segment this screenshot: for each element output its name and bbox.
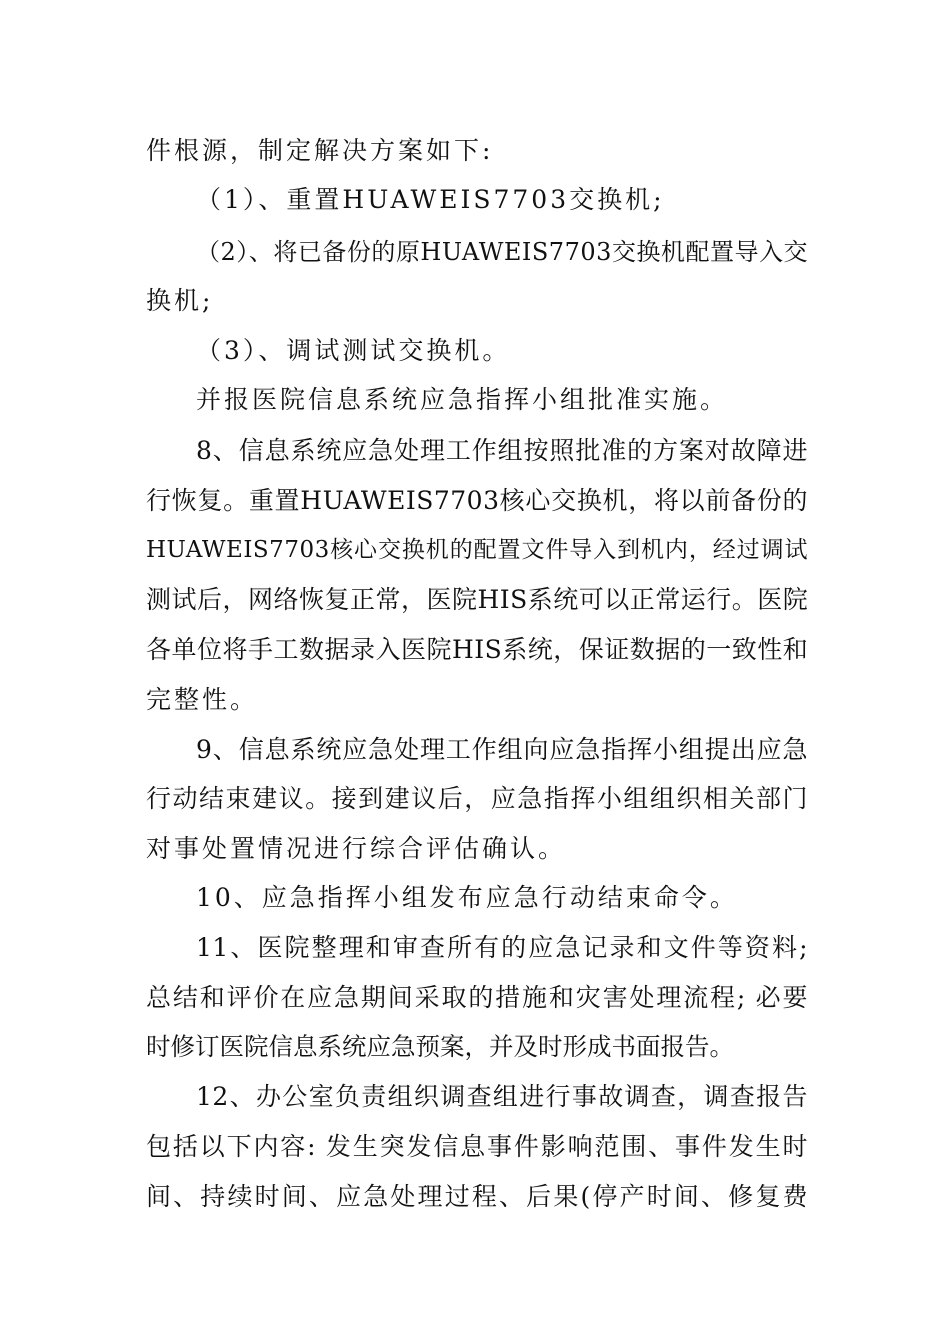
list-item: （3）、调试测试交换机。 bbox=[196, 336, 511, 365]
text-line: 件根源，制定解决方案如下: bbox=[146, 136, 494, 165]
paragraph-line: 9、信息系统应急处理工作组向应急指挥小组提出应急 bbox=[196, 735, 808, 764]
list-item: （1）、重置HUAWEIS7703交换机; bbox=[196, 185, 665, 214]
paragraph-line: 12、办公室负责组织调查组进行事故调查，调查报告 bbox=[196, 1082, 808, 1111]
paragraph-line: HUAWEIS7703核心交换机的配置文件导入到机内，经过调试 bbox=[146, 537, 808, 563]
paragraph-line: 11、医院整理和审查所有的应急记录和文件等资料; bbox=[196, 933, 808, 962]
paragraph-line: 总结和评价在应急期间采取的措施和灾害处理流程; 必要 bbox=[146, 983, 808, 1012]
paragraph-line: 行恢复。重置HUAWEIS7703核心交换机，将以前备份的 bbox=[146, 486, 808, 515]
paragraph-line: 各单位将手工数据录入医院HIS系统，保证数据的一致性和 bbox=[146, 635, 809, 664]
paragraph-line: 测试后，网络恢复正常，医院HIS系统可以正常运行。医院 bbox=[146, 585, 809, 614]
paragraph-line: 时修订医院信息系统应急预案，并及时形成书面报告。 bbox=[146, 1032, 734, 1061]
text-line: 换机; bbox=[146, 286, 214, 315]
paragraph-line: 并报医院信息系统应急指挥小组批准实施。 bbox=[196, 385, 729, 414]
paragraph-line: 10、应急指挥小组发布应急行动结束命令。 bbox=[196, 883, 738, 912]
paragraph-line: 间、持续时间、应急处理过程、后果(停产时间、修复费 bbox=[146, 1182, 808, 1211]
paragraph-line: 完整性。 bbox=[146, 685, 259, 714]
list-item: （2）、将已备份的原HUAWEIS7703交换机配置导入交 bbox=[196, 238, 808, 266]
paragraph-line: 8、信息系统应急处理工作组按照批准的方案对故障进 bbox=[196, 436, 808, 465]
paragraph-line: 包括以下内容: 发生突发信息事件影响范围、事件发生时 bbox=[146, 1132, 808, 1161]
paragraph-line: 行动结束建议。接到建议后，应急指挥小组组织相关部门 bbox=[146, 784, 808, 813]
paragraph-line: 对事处置情况进行综合评估确认。 bbox=[146, 834, 567, 863]
